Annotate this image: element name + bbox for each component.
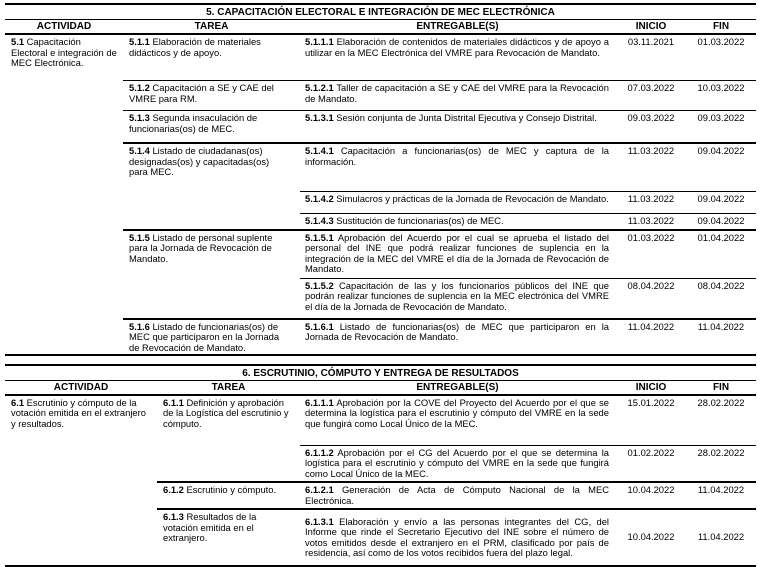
activity-cell-6-1 xyxy=(5,396,157,566)
table-capacitacion-electoral xyxy=(5,3,756,356)
column-header-tarea: TAREA xyxy=(123,21,300,32)
deliverable-number: 5.1.1.1 xyxy=(305,36,334,47)
date-inicio: 10.04.2022 xyxy=(615,532,687,543)
task-text: Listado de personal suplente para la Jornada de Revocación de Mandato. xyxy=(129,232,272,264)
task-cell xyxy=(157,483,300,508)
table-escrutinio-computo xyxy=(5,364,756,567)
deliverable-text: Simulacros y prácticas de la Jornada de Revocación de Mandato. xyxy=(336,193,609,204)
deliverable-text: Taller de capacitación a SE y CAE del VMRE para la Revocación de Mandato. xyxy=(305,82,609,104)
deliverable-rows xyxy=(300,483,756,508)
task-cell xyxy=(123,231,300,318)
table-5-body xyxy=(5,35,756,354)
task-text: Definición y aprobación de la Logística del escrutinio y cómputo. xyxy=(163,397,289,429)
deliverable-text: Aprobación del Acuerdo por el cual se aprueba el listado del personal del INE que podrá realizar funciones de suplencia en la integración de la MEC del VMRE el día de la Jornada de Revocación de Mandato. xyxy=(305,232,609,275)
deliverable-cell xyxy=(300,81,615,110)
deliverable-row-5-1-1-1 xyxy=(300,35,756,80)
deliverable-number: 5.1.6.1 xyxy=(305,321,334,332)
deliverable-rows xyxy=(300,510,756,565)
deliverable-number: 5.1.3.1 xyxy=(305,112,334,123)
deliverable-text: Elaboración y envío a las personas integrantes del CG, del Informe que rinde el Secretario Ejecutivo del INE sobre el número de votos emitidos desde el extranjero en el PRM, clasificado por país de residencia, así como de los votos recibidos fuera del plazo legal. xyxy=(305,516,609,559)
deliverable-cell xyxy=(300,446,615,482)
deliverable-cell xyxy=(300,214,615,229)
deliverable-row-5-1-4-1 xyxy=(300,144,756,191)
deliverable-number: 5.1.5.2 xyxy=(305,280,334,291)
deliverable-row-5-1-3-1 xyxy=(300,111,756,142)
deliverable-cell xyxy=(300,483,615,508)
column-header-inicio: INICIO xyxy=(615,382,687,393)
date-inicio: 03.11.2021 xyxy=(615,35,687,80)
page xyxy=(0,3,761,557)
deliverable-cell xyxy=(300,144,615,191)
task-group-5-1-3 xyxy=(123,110,756,142)
deliverable-rows xyxy=(300,144,756,229)
deliverable-number: 6.1.1.2 xyxy=(305,447,334,458)
date-fin: 09.04.2022 xyxy=(687,192,755,213)
date-fin: 28.02.2022 xyxy=(687,446,755,482)
task-number: 5.1.5 xyxy=(129,232,150,243)
date-inicio: 11.03.2022 xyxy=(615,214,687,229)
deliverable-row-5-1-5-2 xyxy=(300,278,756,318)
activity-cell-5-1 xyxy=(5,35,123,354)
column-header-entregables: ENTREGABLE(S) xyxy=(300,382,615,393)
deliverable-row-5-1-5-1 xyxy=(300,231,756,278)
deliverable-text: Aprobación por el CG del Acuerdo por el que se determina la logística para el escrutinio y cómputo del VMRE en la sede que fungirá como Local Único de la MEC. xyxy=(305,447,609,479)
task-group-5-1-1 xyxy=(123,35,756,80)
deliverable-row-5-1-2-1 xyxy=(300,81,756,110)
date-fin: 11.04.2022 xyxy=(687,532,755,543)
deliverable-row-5-1-4-2 xyxy=(300,191,756,213)
task-number: 6.1.1 xyxy=(163,397,184,408)
task-number: 5.1.1 xyxy=(129,36,150,47)
table-5-title: 5. CAPACITACIÓN ELECTORAL E INTEGRACIÓN DE MEC ELECTRÓNICA xyxy=(5,5,756,20)
task-cell xyxy=(123,35,300,80)
deliverable-cell xyxy=(300,35,615,80)
task-number: 5.1.6 xyxy=(129,321,150,332)
task-number: 5.1.2 xyxy=(129,82,150,93)
task-number: 6.1.2 xyxy=(163,484,184,495)
activity-number: 6.1 xyxy=(11,397,24,408)
task-groups xyxy=(123,35,756,354)
task-groups xyxy=(157,396,756,566)
task-number: 6.1.3 xyxy=(163,511,184,522)
task-group-5-1-2 xyxy=(123,80,756,110)
task-number: 5.1.3 xyxy=(129,112,150,123)
deliverable-row-6-1-1-1 xyxy=(300,396,756,445)
deliverable-text: Elaboración de contenidos de materiales didácticos y de apoyo a utilizar en la MEC Electrónica del VMRE para Revocación de Mandato. xyxy=(305,36,609,58)
task-cell xyxy=(123,111,300,142)
deliverable-number: 5.1.2.1 xyxy=(305,82,334,93)
date-inicio: 11.04.2022 xyxy=(615,320,687,354)
deliverable-rows xyxy=(300,231,756,318)
deliverable-number: 5.1.4.2 xyxy=(305,193,334,204)
deliverable-rows xyxy=(300,81,756,110)
column-header-fin: FIN xyxy=(687,382,755,393)
deliverable-number: 6.1.1.1 xyxy=(305,397,334,408)
task-cell xyxy=(157,510,300,565)
task-text: Segunda insaculación de funcionarias(os) de MEC. xyxy=(129,112,257,134)
deliverable-number: 6.1.2.1 xyxy=(305,484,334,495)
date-inicio: 09.03.2022 xyxy=(615,111,687,142)
deliverable-cell xyxy=(300,231,615,278)
activity-number: 5.1 xyxy=(11,36,24,47)
date-inicio: 11.03.2022 xyxy=(615,192,687,213)
deliverable-text: Generación de Acta de Cómputo Nacional de la MEC Electrónica. xyxy=(305,484,609,506)
column-header-fin: FIN xyxy=(687,21,755,32)
deliverable-row-5-1-6-1 xyxy=(300,320,756,354)
task-cell xyxy=(123,81,300,110)
deliverable-row-6-1-3-1 xyxy=(300,510,756,565)
table-6-title: 6. ESCRUTINIO, CÓMPUTO Y ENTREGA DE RESULTADOS xyxy=(5,366,756,381)
date-inicio: 10.04.2022 xyxy=(615,483,687,508)
table-6-header-row xyxy=(5,381,756,396)
task-group-5-1-4 xyxy=(123,142,756,229)
task-group-5-1-5 xyxy=(123,229,756,318)
activity-text: Escrutinio y cómputo de la votación emitida en el extranjero y resultados. xyxy=(11,397,146,429)
task-text: Escrutinio y cómputo. xyxy=(186,484,276,495)
deliverable-cell xyxy=(300,320,615,354)
deliverable-text: Capacitación a funcionarias(os) de MEC y captura de la información. xyxy=(305,145,609,167)
deliverable-cell xyxy=(300,396,615,445)
deliverable-text: Sustitución de funcionarias(os) de MEC. xyxy=(336,215,503,226)
date-fin: 01.03.2022 xyxy=(687,35,755,80)
deliverable-row-5-1-4-3 xyxy=(300,213,756,229)
date-inicio: 11.03.2022 xyxy=(615,144,687,191)
task-cell xyxy=(123,320,300,354)
deliverable-rows xyxy=(300,396,756,482)
date-fin: 11.04.2022 xyxy=(687,483,755,508)
deliverable-text: Sesión conjunta de Junta Distrital Ejecutiva y Consejo Distrital. xyxy=(336,112,597,123)
deliverable-text: Aprobación por la COVE del Proyecto del Acuerdo por el que se determina la logística para el escrutinio y cómputo del VMRE en la sede que fungirá como Local Único de la MEC. xyxy=(305,397,609,429)
date-inicio: 15.01.2022 xyxy=(615,396,687,445)
task-group-6-1-3 xyxy=(157,508,756,565)
column-header-actividad: ACTIVIDAD xyxy=(5,382,157,393)
deliverable-cell xyxy=(300,192,615,213)
date-inicio: 01.02.2022 xyxy=(615,446,687,482)
task-number: 5.1.4 xyxy=(129,145,150,156)
column-header-tarea: TAREA xyxy=(157,382,300,393)
column-header-inicio: INICIO xyxy=(615,21,687,32)
deliverable-row-6-1-2-1 xyxy=(300,483,756,508)
task-text: Capacitación a SE y CAE del VMRE para RM. xyxy=(129,82,274,104)
deliverable-rows xyxy=(300,111,756,142)
task-group-6-1-2 xyxy=(157,481,756,508)
task-cell xyxy=(157,396,300,482)
deliverable-cell xyxy=(300,111,615,142)
table-5-header-row xyxy=(5,20,756,35)
task-text: Elaboración de materiales didácticos y de apoyo. xyxy=(129,36,261,58)
task-cell xyxy=(123,144,300,229)
date-fin: 28.02.2022 xyxy=(687,396,755,445)
column-header-entregables: ENTREGABLE(S) xyxy=(300,21,615,32)
task-text: Listado de funcionarias(os) de MEC que participaron en la Jornada de Revocación de Mandato. xyxy=(129,321,279,353)
deliverable-cell xyxy=(300,279,615,318)
date-fin: 11.04.2022 xyxy=(687,320,755,354)
deliverable-number: 6.1.3.1 xyxy=(305,516,334,527)
date-inicio: 08.04.2022 xyxy=(615,279,687,318)
date-fin: 09.04.2022 xyxy=(687,144,755,191)
date-fin: 08.04.2022 xyxy=(687,279,755,318)
deliverable-rows xyxy=(300,320,756,354)
activity-text: Capacitación Electoral e integración de MEC Electrónica. xyxy=(11,36,117,68)
task-text: Listado de ciudadanas(os) designadas(os) y capacitadas(os) para MEC. xyxy=(129,145,269,177)
date-fin: 01.04.2022 xyxy=(687,231,755,278)
deliverable-number: 5.1.4.3 xyxy=(305,215,334,226)
deliverable-text: Listado de funcionarias(os) de MEC que participaron en la Jornada de Revocación de Mandato. xyxy=(305,321,609,343)
date-inicio: 07.03.2022 xyxy=(615,81,687,110)
column-header-actividad: ACTIVIDAD xyxy=(5,21,123,32)
task-group-5-1-6 xyxy=(123,318,756,354)
deliverable-row-6-1-1-2 xyxy=(300,445,756,482)
deliverable-text: Capacitación de las y los funcionarios públicos del INE que podrán realizar funciones de suplencia en la MEC electrónica del VMRE el día de la Jornada de Revocación de Mandato. xyxy=(305,280,609,312)
date-fin: 09.04.2022 xyxy=(687,214,755,229)
task-text: Resultados de la votación emitida en el extranjero. xyxy=(163,511,256,543)
date-fin: 09.03.2022 xyxy=(687,111,755,142)
deliverable-number: 5.1.4.1 xyxy=(305,145,334,156)
date-inicio: 01.03.2022 xyxy=(615,231,687,278)
deliverable-rows xyxy=(300,35,756,80)
table-6-body xyxy=(5,396,756,566)
deliverable-number: 5.1.5.1 xyxy=(305,232,334,243)
task-group-6-1-1 xyxy=(157,396,756,482)
date-fin: 10.03.2022 xyxy=(687,81,755,110)
